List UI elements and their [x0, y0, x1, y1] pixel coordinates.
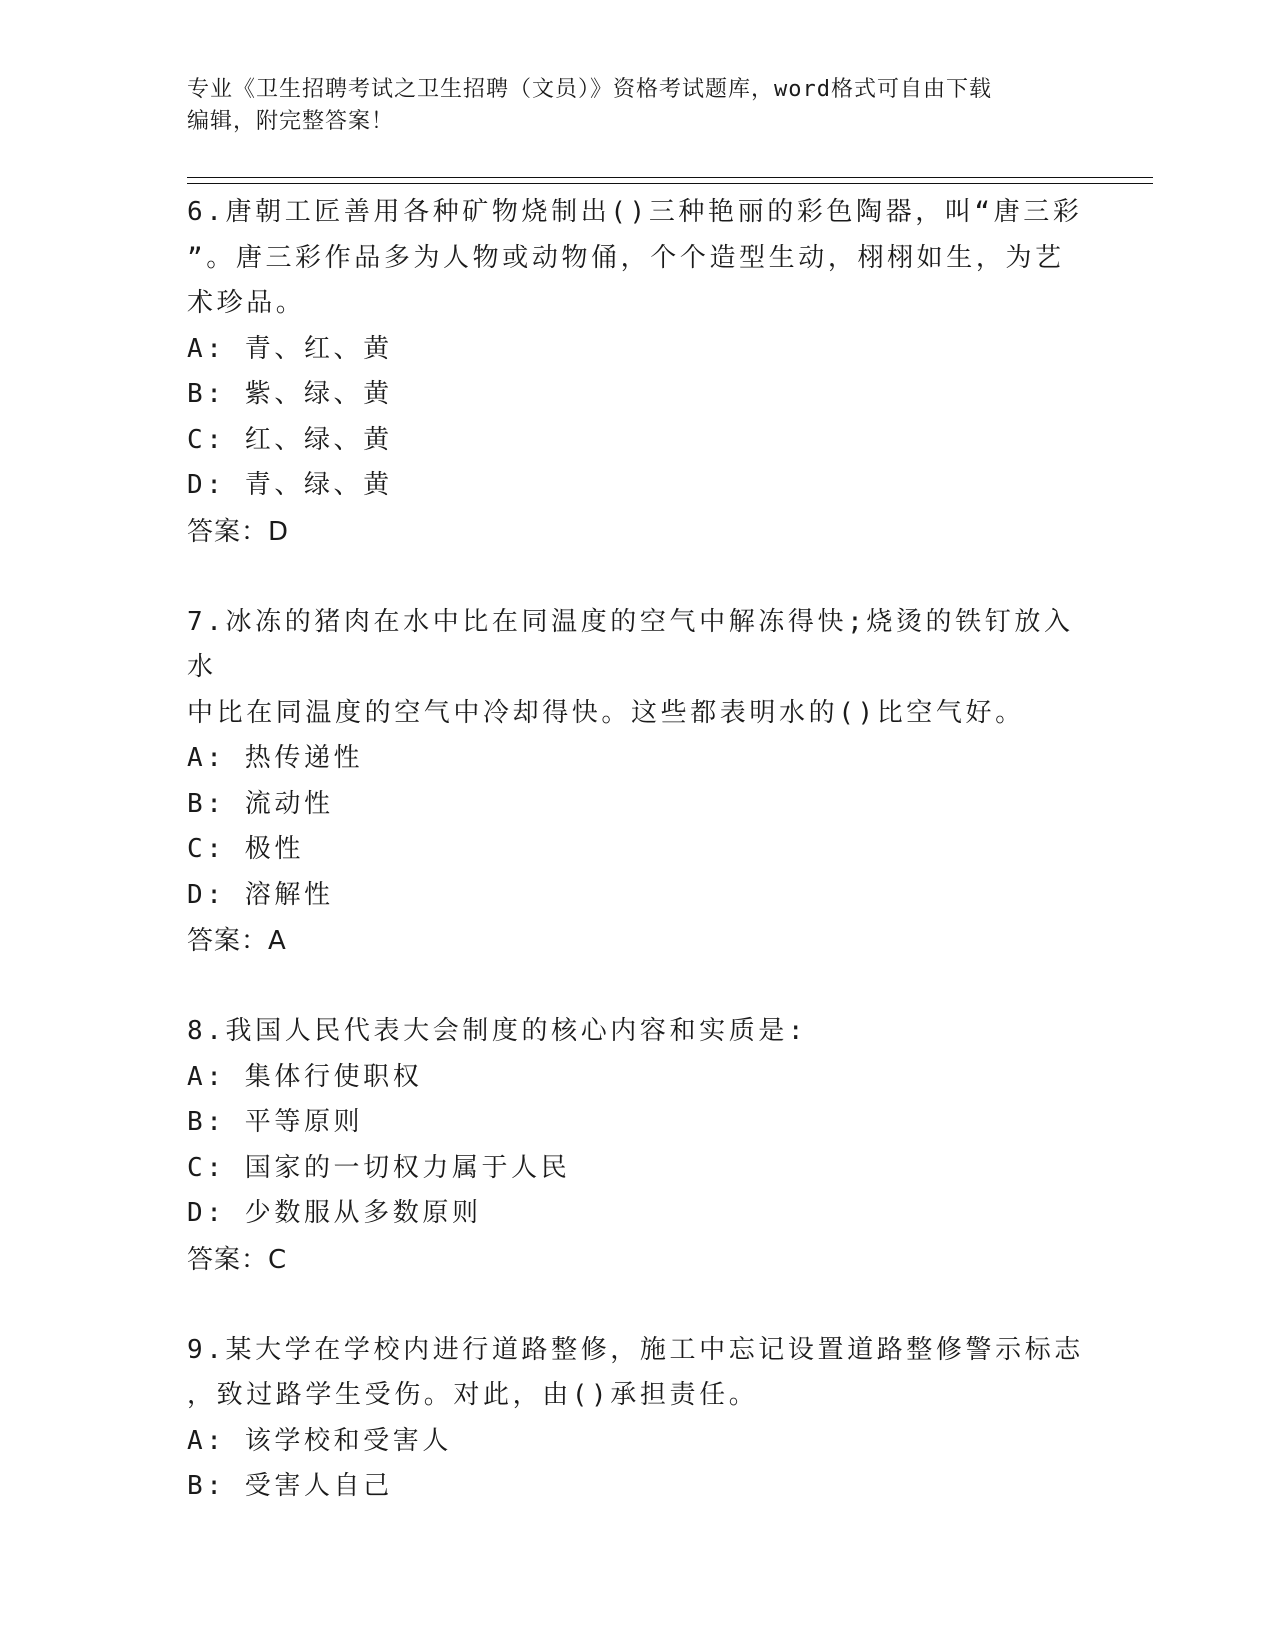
- question-6: [187, 190, 1087, 555]
- question-spacer: [187, 555, 1087, 600]
- answer: 答案：A: [187, 926, 287, 956]
- option-b: B: 受害人自己: [187, 1471, 393, 1501]
- option-a: A: 该学校和受害人: [187, 1425, 452, 1456]
- header-divider-top: [187, 177, 1153, 178]
- option-d: D: 少数服从多数原则: [187, 1198, 482, 1228]
- option-a: A: 集体行使职权: [187, 1061, 423, 1092]
- question-9: [187, 1328, 1087, 1510]
- option-c: C: 极性: [187, 834, 304, 864]
- option-b: B: 流动性: [187, 788, 334, 819]
- question-spacer: [187, 1283, 1087, 1328]
- question-stem-line: 7.冰冻的猪肉在水中比在同温度的空气中解冻得快;烧烫的铁钉放入水: [187, 606, 1074, 682]
- question-7: [187, 600, 1087, 965]
- option-a: A: 青、红、黄: [187, 333, 393, 364]
- document-header: [187, 74, 1067, 138]
- option-b: B: 紫、绿、黄: [187, 379, 393, 409]
- answer: 答案：D: [187, 516, 290, 547]
- question-spacer: [187, 964, 1087, 1009]
- answer: 答案：C: [187, 1244, 288, 1275]
- header-divider-bottom: [187, 183, 1153, 184]
- question-stem-line: 8.我国人民代表大会制度的核心内容和实质是:: [187, 1016, 808, 1046]
- option-a: A: 热传递性: [187, 743, 364, 773]
- header-line-1: 专业《卫生招聘考试之卫生招聘（文员）》资格考试题库，word格式可自由下载: [187, 77, 992, 102]
- question-stem-line: 6.唐朝工匠善用各种矿物烧制出()三种艳丽的彩色陶器，叫“唐三彩: [187, 197, 1083, 227]
- option-d: D: 溶解性: [187, 879, 334, 910]
- option-c: C: 国家的一切权力属于人民: [187, 1152, 571, 1183]
- question-8: [187, 1009, 1087, 1283]
- question-stem-line: 中比在同温度的空气中冷却得快。这些都表明水的()比空气好。: [187, 697, 1025, 728]
- option-c: C: 红、绿、黄: [187, 424, 393, 455]
- header-line-2: 编辑，附完整答案！: [187, 109, 395, 134]
- question-stem-line: 9.某大学在学校内进行道路整修，施工中忘记设置道路整修警示标志: [187, 1334, 1084, 1365]
- option-d: D: 青、绿、黄: [187, 470, 393, 500]
- question-list: [187, 190, 1087, 1510]
- option-b: B: 平等原则: [187, 1107, 364, 1137]
- question-stem-line: 术珍品。: [187, 288, 306, 318]
- question-stem-line: ”。唐三彩作品多为人物或动物俑，个个造型生动，栩栩如生，为艺: [187, 242, 1065, 273]
- question-stem-line: ，致过路学生受伤。对此，由()承担责任。: [187, 1380, 759, 1410]
